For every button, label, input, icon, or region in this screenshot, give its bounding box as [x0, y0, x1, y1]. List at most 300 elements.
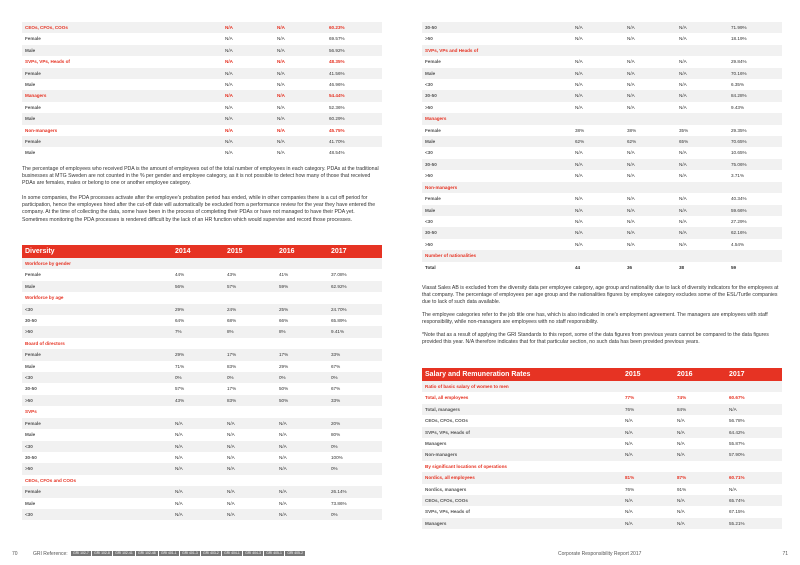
table-row	[422, 33, 782, 44]
row-label: Workforce by age	[25, 295, 64, 301]
cell-value: N/A	[674, 427, 726, 438]
cell-value: 0%	[328, 441, 382, 452]
cell-value	[674, 381, 726, 392]
cell-value: N/A	[277, 82, 285, 88]
salary-table-header	[422, 368, 782, 381]
table-row	[22, 486, 382, 497]
year-header: 2014	[172, 245, 224, 258]
cell-value: N/A	[674, 495, 726, 506]
table-row	[422, 205, 782, 216]
cell-value: 65%	[676, 136, 728, 147]
report-title-footer: Corporate Responsibility Report 2017	[558, 551, 642, 557]
table-row	[422, 147, 782, 158]
cell-value: 50%	[276, 395, 328, 406]
cell-value: N/A	[572, 205, 624, 216]
cell-value: 67%	[331, 386, 341, 392]
cell-value: 27.29%	[731, 218, 747, 224]
row-label: >50	[22, 463, 172, 474]
cell-value	[624, 45, 676, 56]
row-label: Female	[425, 196, 441, 202]
cell-value: N/A	[679, 196, 687, 202]
cell-value	[674, 461, 726, 472]
table-row	[22, 463, 382, 474]
cell-value: N/A	[622, 449, 674, 460]
row-label: Ratio of basic salary of women to men	[422, 381, 622, 392]
table-row	[422, 404, 782, 415]
cell-value: 64.42%	[726, 427, 782, 438]
cell-value: 33%	[328, 349, 382, 360]
row-label: Workforce by gender	[22, 258, 172, 269]
cell-value: N/A	[679, 82, 687, 88]
cell-value: N/A	[222, 45, 274, 56]
cell-value: 57%	[175, 386, 185, 392]
cell-value: N/A	[274, 68, 326, 79]
row-label: >50	[425, 241, 433, 247]
table-row	[22, 395, 382, 406]
cell-value	[172, 292, 224, 303]
cell-value: N/A	[274, 113, 326, 124]
row-label: Male	[22, 281, 172, 292]
cell-value	[224, 406, 276, 417]
cell-value: 10.65%	[731, 150, 747, 156]
cell-value	[328, 475, 382, 486]
cell-value: 74%	[677, 395, 687, 401]
cell-value	[224, 292, 276, 303]
row-label: CEOs, CFOs, COOs	[425, 418, 468, 424]
cell-value: N/A	[224, 463, 276, 474]
row-label: Male	[25, 82, 36, 88]
gri-reference-label: GRI Reference:	[32, 551, 68, 557]
row-label: 30-50	[422, 227, 572, 238]
cell-value: 48.35%	[329, 59, 345, 65]
cell-value	[622, 461, 674, 472]
cell-value	[572, 250, 624, 261]
table-row	[22, 349, 382, 360]
row-label: CEOs, CFOs, COOs	[422, 495, 622, 506]
cell-value: 41.70%	[326, 136, 382, 147]
cell-value: 68%	[227, 318, 237, 324]
cell-value: 0%	[328, 509, 382, 520]
cell-value: N/A	[627, 36, 635, 42]
cell-value: N/A	[277, 104, 285, 110]
cell-value: 65.89%	[331, 318, 347, 324]
cell-value: N/A	[627, 82, 635, 88]
row-label: 30-50	[25, 318, 37, 324]
table-row	[422, 170, 782, 181]
cell-value: N/A	[625, 441, 633, 447]
table-row	[22, 326, 382, 337]
cell-value: N/A	[627, 241, 635, 247]
row-label: Managers	[422, 518, 622, 529]
row-label: SVPs	[25, 409, 37, 415]
cell-value: 9.41%	[328, 326, 382, 337]
table-row	[422, 506, 782, 517]
cell-value: N/A	[676, 90, 728, 101]
cell-value: 29.84%	[731, 59, 747, 65]
cell-value: N/A	[222, 90, 274, 101]
gri-tag: GRI 404-3	[245, 551, 261, 556]
cell-value: N/A	[225, 127, 233, 133]
row-label: 30-50	[25, 386, 37, 392]
cell-value: N/A	[677, 418, 685, 424]
section-row	[22, 475, 382, 486]
cell-value: N/A	[279, 500, 287, 506]
row-label: Non-managers	[422, 182, 572, 193]
row-label: Total, all employees	[425, 395, 469, 401]
diversity-title: Diversity	[22, 245, 172, 258]
cell-value: 75.06%	[728, 159, 782, 170]
cell-value: 54.44%	[326, 90, 382, 101]
section-row	[422, 182, 782, 193]
table-row	[422, 68, 782, 79]
cell-value	[328, 338, 382, 349]
table-row	[422, 262, 782, 273]
cell-value: 40.34%	[731, 196, 747, 202]
cell-value: 87%	[674, 472, 726, 483]
diversity-table	[22, 245, 382, 520]
row-label: Male	[22, 113, 222, 124]
row-label: Female	[22, 486, 172, 497]
table-row	[22, 136, 382, 147]
row-label: Male	[25, 363, 36, 369]
section-row	[22, 56, 382, 67]
cell-value: N/A	[227, 454, 235, 460]
cell-value: 36	[627, 264, 633, 270]
cell-value: N/A	[627, 173, 635, 179]
cell-value	[276, 406, 328, 417]
cell-value: 84%	[674, 404, 726, 415]
row-label: SVPs, VPs and Heads of	[422, 45, 572, 56]
table-row	[22, 281, 382, 292]
table-row	[422, 239, 782, 250]
row-label: Female	[425, 59, 441, 65]
cell-value: N/A	[679, 104, 687, 110]
cell-value: 60.23%	[326, 22, 382, 33]
section-row	[422, 113, 782, 124]
cell-value: 76%	[622, 404, 674, 415]
cell-value: N/A	[627, 196, 635, 202]
cell-value: N/A	[274, 45, 326, 56]
cell-value	[726, 461, 782, 472]
cell-value: N/A	[277, 150, 285, 156]
section-row	[422, 45, 782, 56]
cell-value	[624, 113, 676, 124]
cell-value: 80%	[331, 432, 341, 438]
cell-value: N/A	[222, 136, 274, 147]
cell-value: N/A	[572, 227, 624, 238]
cell-value: 55.21%	[726, 518, 782, 529]
cell-value: 57.90%	[726, 449, 782, 460]
cell-value: 67.15%	[729, 509, 745, 515]
cell-value: N/A	[277, 127, 285, 133]
cell-value	[726, 381, 782, 392]
section-row	[422, 461, 782, 472]
cell-value: N/A	[222, 113, 274, 124]
cell-value: N/A	[222, 68, 274, 79]
cell-value: N/A	[276, 509, 328, 520]
cell-value: N/A	[224, 486, 276, 497]
cell-value: 3.71%	[731, 173, 745, 179]
table-row	[422, 90, 782, 101]
cell-value: N/A	[679, 241, 687, 247]
cell-value: N/A	[624, 159, 676, 170]
cell-value: 38%	[627, 127, 637, 133]
cell-value: 91%	[677, 486, 687, 492]
cell-value: N/A	[625, 509, 633, 515]
cell-value	[572, 45, 624, 56]
table-row	[422, 415, 782, 426]
cell-value	[572, 113, 624, 124]
cell-value: 38%	[575, 127, 585, 133]
table-row	[22, 361, 382, 372]
cell-value: N/A	[572, 68, 624, 79]
table-row	[422, 22, 782, 33]
salary-table	[422, 368, 782, 529]
cell-value: 57%	[224, 281, 276, 292]
cell-value	[676, 182, 728, 193]
cell-value: 38	[679, 264, 685, 270]
cell-value: 43%	[227, 272, 237, 278]
cell-value: 60.67%	[729, 395, 745, 401]
row-label: Nordics, all employees	[422, 472, 622, 483]
cell-value	[276, 338, 328, 349]
gri-tag: GRI 102-8	[94, 551, 110, 556]
gri-tag: GRI 102-41	[115, 551, 133, 556]
cell-value: 83%	[224, 395, 276, 406]
cell-value	[224, 475, 276, 486]
cell-value: 70.65%	[728, 136, 782, 147]
section-row	[422, 250, 782, 261]
cell-value: N/A	[627, 104, 635, 110]
left-footer	[12, 551, 306, 557]
cell-value: N/A	[276, 463, 328, 474]
row-label: Male	[422, 68, 572, 79]
row-label: SVPs, VPs, Heads of	[422, 427, 622, 438]
gri-tag: GRI 102-7	[73, 551, 89, 556]
gri-tag: GRI 405-1	[266, 551, 282, 556]
cell-value: N/A	[729, 486, 737, 492]
table-row	[22, 315, 382, 326]
table-row	[422, 56, 782, 67]
row-label: Board of directors	[25, 340, 65, 346]
cell-value: N/A	[575, 218, 583, 224]
cell-value	[622, 381, 674, 392]
table-row	[22, 45, 382, 56]
cell-value: 56%	[172, 281, 224, 292]
cell-value: 70.16%	[728, 68, 782, 79]
table-row	[22, 418, 382, 429]
gri-tags	[71, 551, 306, 557]
table-row	[422, 438, 782, 449]
section-row	[422, 472, 782, 483]
cell-value: N/A	[676, 68, 728, 79]
cell-value	[172, 406, 224, 417]
cell-value: N/A	[172, 441, 224, 452]
cell-value: 20%	[328, 418, 382, 429]
diversity-note-paragraph-2: The employee categories refer to the job title one has, which is also indicated in one's employment agreement. The managers are employees with staff responsibility, while non-managers are employees with no staff responsibility.	[422, 312, 768, 326]
cell-value: 44	[575, 264, 581, 270]
cell-value: 24%	[224, 304, 276, 315]
cell-value: 6.35%	[731, 82, 745, 88]
row-label: By significant locations of operations	[425, 463, 507, 469]
cell-value: 83%	[227, 363, 237, 369]
cell-value: 0%	[276, 372, 328, 383]
cell-value	[276, 475, 328, 486]
cell-value: N/A	[679, 59, 687, 65]
right-page	[400, 0, 800, 565]
cell-value: 33%	[328, 395, 382, 406]
cell-value	[224, 258, 276, 269]
cell-value: N/A	[225, 104, 233, 110]
cell-value	[172, 338, 224, 349]
cell-value	[676, 113, 728, 124]
cell-value: N/A	[677, 509, 685, 515]
cell-value: N/A	[575, 82, 583, 88]
cell-value: N/A	[627, 59, 635, 65]
cell-value: 44%	[175, 272, 185, 278]
cell-value: N/A	[172, 509, 224, 520]
cell-value: N/A	[225, 36, 233, 42]
section-row	[22, 258, 382, 269]
row-label: Male	[422, 136, 572, 147]
table-row	[422, 518, 782, 529]
row-label: Female	[22, 349, 172, 360]
cell-value	[276, 292, 328, 303]
row-label: >50	[22, 326, 172, 337]
cell-value: N/A	[575, 241, 583, 247]
row-label: Number of nationalities	[422, 250, 572, 261]
cell-value: N/A	[676, 159, 728, 170]
section-row	[22, 125, 382, 136]
cell-value: N/A	[575, 36, 583, 42]
cell-value: 67%	[331, 363, 341, 369]
cell-value: 35%	[679, 127, 689, 133]
gri-tag: GRI 404-1	[224, 551, 240, 556]
cell-value: N/A	[676, 205, 728, 216]
year-header: 2015	[224, 245, 276, 258]
row-label: CEOs, CFOs and COOs	[25, 477, 77, 483]
row-label: Female	[25, 36, 41, 42]
cell-value	[676, 45, 728, 56]
cell-value: N/A	[225, 59, 233, 65]
cell-value: N/A	[274, 90, 326, 101]
cell-value: N/A	[277, 36, 285, 42]
row-label: Female	[25, 272, 41, 278]
section-row	[22, 406, 382, 417]
cell-value: 55.87%	[729, 441, 745, 447]
cell-value	[172, 475, 224, 486]
row-label: SVPs, VPs, Heads of	[25, 59, 70, 65]
cell-value: 41%	[279, 272, 289, 278]
table-row	[22, 441, 382, 452]
cell-value	[676, 250, 728, 261]
row-label: Non-managers	[422, 449, 622, 460]
cell-value: 77%	[625, 395, 635, 401]
cell-value: N/A	[274, 22, 326, 33]
cell-value: N/A	[175, 432, 183, 438]
row-label: 30-50	[25, 454, 37, 460]
row-label: Male	[25, 432, 36, 438]
table-row	[22, 304, 382, 315]
cell-value	[728, 45, 782, 56]
year-header: 2016	[674, 368, 726, 381]
cell-value: N/A	[276, 486, 328, 497]
cell-value: N/A	[172, 486, 224, 497]
cell-value	[624, 182, 676, 193]
cell-value: N/A	[625, 418, 633, 424]
table-row	[422, 136, 782, 147]
gri-tag: GRI 401-3	[182, 551, 198, 556]
cell-value	[572, 182, 624, 193]
row-label: <30	[425, 218, 433, 224]
table-row	[22, 113, 382, 124]
table-row	[422, 79, 782, 90]
row-label: Male	[25, 150, 36, 156]
cell-value: 66%	[279, 318, 289, 324]
cell-value	[728, 250, 782, 261]
cell-value: N/A	[679, 150, 687, 156]
row-label: Male	[22, 45, 222, 56]
cell-value: N/A	[676, 227, 728, 238]
cell-value: 60.71%	[726, 472, 782, 483]
cell-value: N/A	[224, 441, 276, 452]
table-row	[22, 33, 382, 44]
row-label: 30-50	[422, 159, 572, 170]
table-row	[22, 509, 382, 520]
cell-value: 17%	[224, 349, 276, 360]
cell-value: N/A	[575, 173, 583, 179]
cell-value: 46.96%	[329, 82, 345, 88]
pda-note-paragraph-1: The percentage of employees who received PDA is the amount of employees out of the total number of employees in each category. PDAs at the traditional businesses at MTG Sweden are not counted in the % per gender and employee category, as it is not possible to detect how many of those that received PDAs are females, males or belong to one or another employee category.	[22, 166, 379, 187]
cell-value: N/A	[575, 196, 583, 202]
cell-value: 71.99%	[728, 22, 782, 33]
table-row	[22, 102, 382, 113]
cell-value: N/A	[575, 59, 583, 65]
gri-tag: GRI 405-2	[287, 551, 303, 556]
cell-value: 65.74%	[726, 495, 782, 506]
page-number: 70	[12, 551, 18, 557]
cell-value: N/A	[624, 22, 676, 33]
row-label: 30-50	[422, 22, 572, 33]
cell-value: 59	[731, 264, 737, 270]
table-row	[422, 193, 782, 204]
row-label: <30	[22, 304, 172, 315]
cell-value: N/A	[627, 218, 635, 224]
cell-value: N/A	[575, 150, 583, 156]
cell-value: N/A	[175, 454, 183, 460]
cell-value: N/A	[679, 218, 687, 224]
cell-value: 50%	[279, 386, 289, 392]
cell-value: N/A	[622, 427, 674, 438]
section-row	[422, 392, 782, 403]
row-label: Male	[422, 205, 572, 216]
cell-value: N/A	[677, 441, 685, 447]
row-label: SVPs, VPs, Heads of	[425, 509, 470, 515]
cell-value: N/A	[227, 500, 235, 506]
table-row	[22, 429, 382, 440]
section-row	[422, 381, 782, 392]
cell-value: 59.66%	[728, 205, 782, 216]
table-row	[422, 159, 782, 170]
section-row	[22, 292, 382, 303]
cell-value: 0%	[328, 463, 382, 474]
table-row	[422, 495, 782, 506]
diversity-note-paragraph-1: Viasat Sales AB is excluded from the diversity data per employee category, age group and nationality due to lack of diversity indicators for the employees at that company. The percentage of employees per age group and the nationalities figures by employee category excludes some of the ESL/Turtle companies due to lack of such data available.	[422, 285, 779, 306]
year-header: 2017	[328, 245, 382, 258]
cell-value: N/A	[277, 59, 285, 65]
table-row	[22, 372, 382, 383]
diversity-table-header	[22, 245, 382, 258]
